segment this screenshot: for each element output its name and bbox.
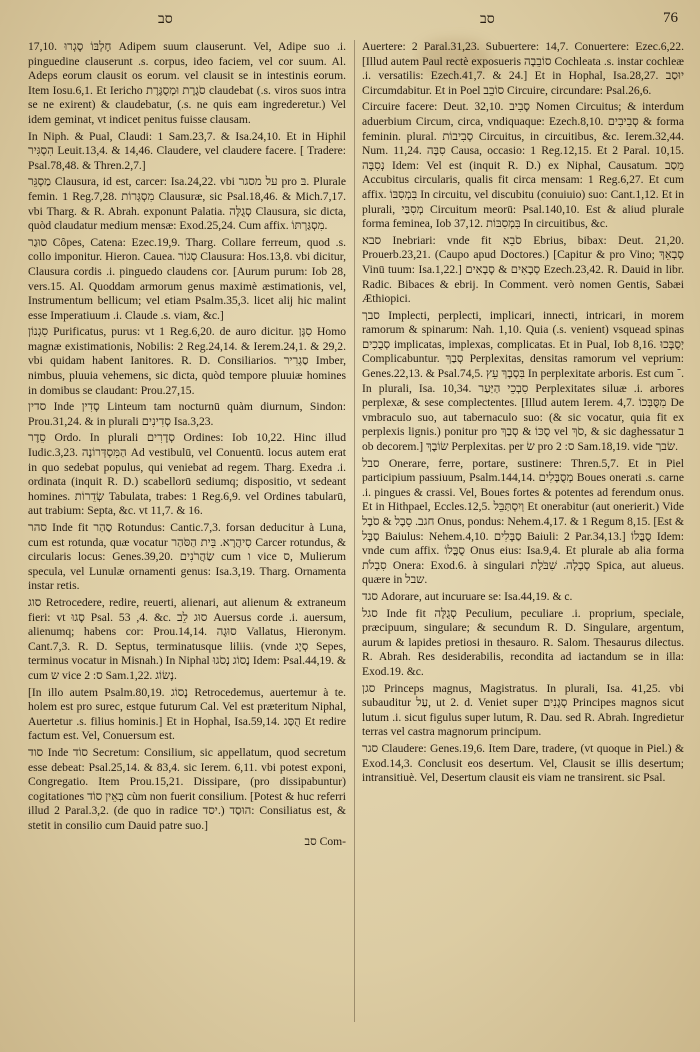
right-entry: Auertere: 2 Paral.31,23. Subuertere: 14,7. Conuertere: Ezec.6,22. [Illud autem Paul rectè exposueris סוֹבֵבָה Cochleata .s. instar cochleæ .i. versatilis: Ezech.41,7. & 24.] Et in Hophal, Isa.28,27. יוּסַב Circumdabitur. Et in Poel סוֹבֵב Circuire, circundare: Psal.26,6. <box>362 40 684 97</box>
running-header <box>28 12 678 34</box>
left-entry: מַסְגֵּר Clausura, id est, carcer: Isa.24,22. vbi על מסגר pro בּ. Plurale femin. 1 Reg.7,28. מִסְגְּרוֹת Clausuræ, sic Psal.18,46. & Mich.7,17. vbi Tharg. & R. Abrah. exponunt Palatia. סְגֻלָּה Clausura, sic dicta, quòd claudatur medium mensæ: Exod.25,24. Cum affix. מִסְגַּרְתּוֹ. <box>28 175 346 233</box>
catchword: סב Com- <box>304 835 346 849</box>
right-entry: Circuire facere: Deut. 32,10. סָבִיב Nomen Circuitus; & interdum aduerbium Circum, circa, vndiquaque: Ezech.8,10. סְבִיבִים & forma feminin. plural. סְבִיבוֹת Circuitus, in circuitibus, &c. Ierem.32,44. Num. 11,24. סִבָּה Causa, occasio: 1 Reg.12,15. Et 2 Paral. 10,15. נְסִבָּה Idem: Vel est (inquit R. D.) ex Niphal, Causatum. מֵסַב Accubitus circularis, qualis fit circa mensam: 1 Reg.6,27. Et cum affix. בִּמְסִבּוֹ In circuitu, vel discubitu (conuiuio) suo: Cant.1,12. Et in plurali, מְסִבַּי Circuitum meorū: Psal.140,10. Est & aliud plurale forma feminea, Iob 37,12. בִּמְסִבּוֹת In circuitibus, &c. <box>362 100 684 231</box>
right-entry: סבך Implecti, perplecti, implicari, innecti, intricari, in morem ramorum & spinarum: Nah. 1,10. Quia (.s. venient) vsquead spinas סְבֻכִים implicatas, implexas, complicatas. Et in Pual, Iob 8,16. יְסֻבָּכוּ Complicabuntur. סְבַךְ Perplexitas, densitas ramorum vel veprium: Genes.22,13. & Psal.74,5. בִּסְבָךְ עֵץ In perplexitate arboris. Est cum ־. In plurali, Isa. 10,34. סִבְכֵי הַיַּעַר Perplexitates siluæ .i. arbores perplexæ, & sese complectentes. [Illud autem Ierem. 4,7. מִסֻּבְּכוֹ De vmbraculo suo, aut tabernaculo suo: (& sic vocatur, quia fit ex perplexis lignis.) ponitur pro סֻכּוֹ & סְבַךְ vel סֹךְ, & sic daghessatur ב ob decorem.] שׂוֹבֶךְ Perplexitas. per שׂ pro ס: 2 Sam.18,19. vide שׂבך. <box>362 308 684 454</box>
left-entry: סוד Inde סוֹד Secretum: Consilium, sic appellatum, quod secretum esse debeat: Psal.25,14. & 83,4. sic Ierem. 6,11. vbi potest exponi, Congregatio. Item Prou.15,21. Dissipare, (pro dissipabuntur) cogitationes בְּאֵין סוֹד cùm non fuerit consilium. [Potest & huc referri illud 2 Paral.3,2. (de quo in radice יסד.) הוּסַד: Consiliatus est, & stetit in consilio cum Dauid patre suo.] <box>28 745 346 832</box>
left-entry: סִגְנוֹן Purificatus, purus: vt 1 Reg.6,20. de auro dicitur. סִגָּן Homo magnæ existimationis, Nobilis: 2 Reg.24,14. & Ierem.24,1. & 29,2. vbi quidam habent Ianitores. R. D. Consiliarios. סַגְרִיר Imber, nimbus, pluuia vehemens, sic dicta, quòd tempore pluuiæ homines in domibus se claudant: Prou.27,15. <box>28 325 346 397</box>
left-entry: סֵדֶר Ordo. In plurali סְדָרִים Ordines: Iob 10,22. Hinc illud Iudic.3,23. הַמִּסְדְּרוֹנָה Ad vestibulū, vel Conuentū. locus autem erat in quo sedebat populus, qui veniebat ad regem. Tharg. Exedra .i. ordinata (inquit R. D.) scabellorū sediumq; dispositio, vt sedeant homines. שְׂדֵרוֹת Tabulata, trabes: 1 Reg.6,9. vel Ordines tabularū, aut trabium: Septa, &c. vt 11,7. & 16. <box>28 431 346 518</box>
left-entry: [In illo autem Psalm.80,19. נָסוֹג Retrocedemus, auertemur à te. holem est pro surec, estque futurum Cal. Vel est præteritum Niphal, Auertetur .s. filius hominis.] Et in Hophal, Isa.59,14. הֻסַּג Et redire factum est. Vel, Conuersum est. <box>28 685 346 743</box>
right-entry: סגד Adorare, aut incuruare se: Isa.44,19. & c. <box>362 589 573 603</box>
left-entry: In Niph. & Pual, Claudi: 1 Sam.23,7. & Isa.24,10. Et in Hiphil הִסְגִּיר Leuit.13,4. & 14,46. Claudere, vel claudere facere. [ Tradere: Psal.78,48. & Thren.2,7.] <box>28 129 346 172</box>
right-entry: סגן Princeps magnus, Magistratus. In plurali, Isa. 41,25. vbi subauditur עַל, ut 2. d. Veniet super סְגָנִים Principes magnos sicut lutum .i. sicut figulus super lutum, R. Dau. sed R. Abrah. Ingredietur terras vel castra magnorum principum. <box>362 681 684 739</box>
page-number: 76 <box>663 10 678 26</box>
right-entry: סבל Onerare, ferre, portare, sustinere: Thren.5,7. Et in Piel participium passiuum, Psalm.144,14. מְסֻבָּלִים Boues onerati .s. carne .i. pingues & crassi. Vel, Boues fortes & potentes ad ferendum onus. Et in Hithpael, Eccles.12,5. וְיִסְתַּבֵּל Et onerabitur (aut onerierit.) Vide חגב. סֵבֶל & סֹבֶל Onus, pondus: Nehem.4,17. & 1 Regum 8,15. [Est & סַבָּל Baiulus: Nehem.4,10. סַבָּלִים Baiuli: 2 Par.34,13.] סֻבֳּלוֹ Idem: vnde cum affix. סֻבֳּלוֹ Onus eius: Isa.9,4. Et plurale ab alia forma סִבְלֹת Onera: Exod.6. à singulari סְבָלָה. שִׁבֹּלֶת Spica, aut alueus. quære in שבל. <box>362 456 684 587</box>
left-column <box>28 40 346 1028</box>
header-right-word: סב <box>480 12 495 27</box>
right-entry: סגל Inde fit סְגֻלָּה Peculium, peculiare .i. proprium, speciale, præcipuum, singulare; & secundum R. D. Singulare, argentum, aurum & lapides pretiosi in thesauro. R. Salom. Thesaurus dilectus. R. Abrah. Res desiderabilis, recondita ad iactandum se in illa: Exod.19. &c. <box>362 606 684 678</box>
right-entry: סבא Inebriari: vnde fit סֹבֵא Ebrius, bibax: Deut. 21,20. Prouerb.23,21. (Caupo apud Doctores.) [Capitur & pro Vino; סָבְאֵךְ Vinū tuum: Isa.1,22.] סְבָאִים & סָבָאִים Ezech.23,42. R. Dauid in libr. Radic. Bibaces & ebrij. In Comment. verò nomen Gentis, Sabæi Æthiopici. <box>362 233 684 306</box>
right-entry: סגר Claudere: Genes.19,6. Item Dare, tradere, (vt quoque in Piel.) & Exod.14,3. Conclusit eos desertum. Vel, Clausit se illis desertum; intransitiuè. Vel, Desertum clausit eis viam ne transirent. sic Psal. <box>362 741 684 785</box>
header-left-word: סב <box>158 12 173 27</box>
right-column <box>362 40 684 1028</box>
left-entry: 17,10. חֶלְבּוֹ סָגְרוּ Adipem suum clauserunt. Vel, Adipe suo .i. pinguedine clauserunt .s. corpus, ideo faciem, vel cor suum. Al. Adeps eorum clausit os eorum. vel clausit se in intestinis eorum. Item Iosu.6,1. Et Iericho סֹגֶרֶת וּמְסֻגֶּרֶת claudebat (.s. viros suos intra se ne exirent) & claudebatur, (.s. ne quis eam ingrederetur.) Vel idem geminat, vt indicet penitus fuisse clausam. <box>28 40 346 126</box>
column-divider <box>354 40 355 1022</box>
left-entry: סדין Inde סָדִין Linteum tam nocturnū quàm diurnum, Sindon: Prou.31,24. & in plurali סְדִינִים Isa.3,23. <box>28 400 346 428</box>
left-entry: סהר Inde fit סַהַר Rotundus: Cantic.7,3. forsan deducitur à Luna, cum est rotunda, quæ vocatur סִיהֲרָא. בֵּית הַסֹּהַר Carcer rotundus, & circularis locus: Genes.39,20. שַׂהֲרֹנִים cum ו vice ס, Mulierum specula, vel Lunulæ ornamenti genus: Isa.3,19. Tharg. Ornamenta instar retis. <box>28 521 346 593</box>
left-entry: סוג Retrocedere, redire, reuerti, alienari, aut alienum & extraneum fieri: vt סָגוּ Psal. 53 ,4. &c. סוּג לֵב Auersus corde .i. auersum, alienumq; habens cor: Prou.14,14. סוּגָה Vallatus, Hieronym. Cant.7,3. R. D. Septus, terminatusque liliis. (vnde סְיָג Sepes, terminus vocatur in Misnah.) In Niphal נָסוֹג נְסֹגוּ Idem: Psal.44,19. & cum ש vice ס: 2 Sam.1,22. נָשׂוֹג. <box>28 595 346 682</box>
left-entry: סוּגַר Côpes, Catena: Ezec.19,9. Tharg. Collare ferreum, quod .s. collo imponitur. Hieron. Cauea. סְגוֹר Clausura: Hos.13,8. vbi dicitur, Clausura cordis .i. pinguedo claudens cor. [Aurum purum: Iob 28, vers.15. Al. Quoddam armorum genus maximè æstimationis, vel, Instrumentum bellicum; vel etiam Psalm.35,3. licet alij hic malint esse Imperatiuum .i. Claude .s. viam, &c.] <box>28 235 346 322</box>
